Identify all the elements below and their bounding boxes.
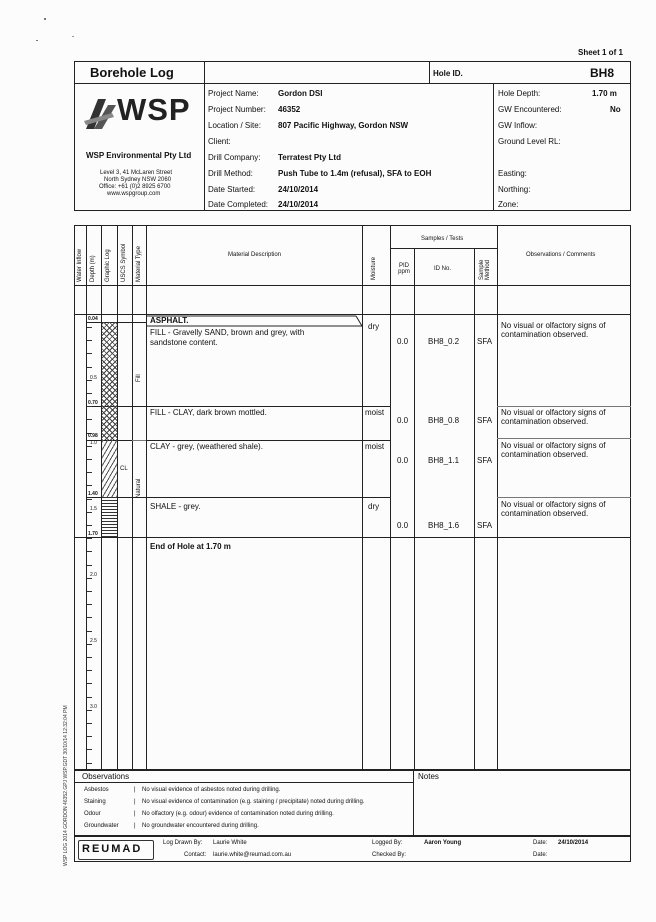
obs-staining-text: No visual evidence of contamination (e.g. staining / precipitate) noted during drilling. <box>142 799 365 805</box>
col-sample-method: Sample Method <box>479 259 491 280</box>
reumad-logo-text: REUMAD <box>82 843 143 855</box>
sample-2-obs-2: contamination observed. <box>501 417 589 426</box>
moisture-clay: moist <box>365 442 385 451</box>
material-type-natural: Natural <box>136 478 142 498</box>
sample-2-pid: 0.0 <box>397 416 409 425</box>
depth-tick <box>87 604 92 605</box>
col-material-description: Material Description <box>228 252 282 258</box>
scan-speck <box>44 18 46 20</box>
depth-tick <box>87 697 92 698</box>
depth-tick <box>87 657 92 658</box>
scan-speck <box>36 40 38 41</box>
sample-1-obs-1: No visual or olfactory signs of <box>501 321 606 330</box>
sample-1-method: SFA <box>477 337 493 346</box>
gw-encountered-label: GW Encountered: <box>498 105 562 114</box>
end-of-hole: End of Hole at 1.70 m <box>150 542 231 551</box>
col-observations: Observations / Comments <box>526 252 596 258</box>
depth-tick <box>87 459 92 460</box>
depth-tick <box>87 710 92 711</box>
depth-scale-2-0: 2.0 <box>90 572 97 578</box>
depth-tick <box>87 749 92 750</box>
depth-tick <box>87 683 92 684</box>
hole-depth-label: Hole Depth: <box>498 89 541 98</box>
company-address-3: Office: +61 (0)2 8925 6700 <box>99 184 171 190</box>
easting-label: Easting: <box>498 169 527 178</box>
graphic-shale <box>102 497 117 537</box>
sample-1-pid: 0.0 <box>397 337 409 346</box>
layer-fill-sand-title: FILL - Gravelly SAND, brown and grey, with <box>150 328 305 337</box>
page-title: Borehole Log <box>90 65 174 80</box>
log-drawn-by-label: Log Drawn By: <box>163 840 203 846</box>
gw-inflow-label: GW Inflow: <box>498 121 538 130</box>
graphic-fill-clay <box>102 406 117 440</box>
northing-label: Northing: <box>498 185 531 194</box>
layer-clay: CLAY - grey, (weathered shale). <box>150 442 263 451</box>
sample-4-obs-1: No visual or olfactory signs of <box>501 500 606 509</box>
drill-company-value: Terratest Pty Ltd <box>278 153 341 162</box>
depth-tick <box>87 472 92 473</box>
obs-groundwater-text: No groundwater encountered during drilling. <box>142 823 259 829</box>
sample-2-id: BH8_0.8 <box>428 416 460 425</box>
depth-scale-2-5: 2.5 <box>90 638 97 644</box>
col-water-inflow: Water Inflow <box>77 248 83 282</box>
depth-tick <box>87 367 92 368</box>
depth-boundary-1: 0.04 <box>88 316 98 322</box>
company-address-4: www.wspgroup.com <box>107 191 161 197</box>
sample-3-obs-1: No visual or olfactory signs of <box>501 441 606 450</box>
obs-asbestos-text: No visual evidence of asbestos noted during drilling. <box>142 787 281 793</box>
col-depth: Depth (m) <box>90 255 96 282</box>
obs-groundwater-label: Groundwater <box>84 823 119 829</box>
moisture-fill-clay: moist <box>365 408 385 417</box>
sample-3-method: SFA <box>477 456 493 465</box>
depth-tick <box>87 736 92 737</box>
sample-4-pid: 0.0 <box>397 521 409 530</box>
company-address-2: North Sydney NSW 2060 <box>104 177 172 183</box>
depth-tick <box>87 591 92 592</box>
depth-tick <box>87 393 92 394</box>
depth-tick <box>87 763 92 764</box>
col-uscs-symbol: USCS Symbol <box>121 243 127 282</box>
project-number-value: 46352 <box>278 105 301 114</box>
depth-tick <box>87 617 92 618</box>
depth-scale-1-0: 1.0 <box>90 440 97 446</box>
depth-tick <box>87 499 92 500</box>
depth-scale-1-5: 1.5 <box>90 506 97 512</box>
hole-id: BH8 <box>590 66 615 80</box>
company-address-1: Level 3, 41 McLaren Street <box>100 170 173 176</box>
date-started-label: Date Started: <box>208 185 256 194</box>
col-moisture: Moisture <box>371 256 377 280</box>
sample-3-id: BH8_1.1 <box>428 456 460 465</box>
depth-tick <box>87 644 92 645</box>
sample-2-obs-1: No visual or olfactory signs of <box>501 408 606 417</box>
depth-tick <box>87 340 92 341</box>
scan-speck <box>72 36 74 37</box>
depth-tick <box>87 353 92 354</box>
contact-value: laurie.white@reumad.com.au <box>213 852 292 858</box>
depth-boundary-4: 1.40 <box>88 491 98 497</box>
depth-boundary-3: 0.98 <box>88 433 98 439</box>
notes-title: Notes <box>418 772 439 781</box>
sample-4-obs-2: contamination observed. <box>501 509 589 518</box>
layer-asphalt: ASPHALT. <box>150 316 189 325</box>
project-name-label: Project Name: <box>208 89 259 98</box>
client-label: Client: <box>208 137 231 146</box>
obs-odour-text: No olfactory (e.g. odour) evidence of contamination noted during drilling. <box>142 811 334 817</box>
moisture-shale: dry <box>368 502 380 511</box>
project-number-label: Project Number: <box>208 105 266 114</box>
footer-box <box>74 836 631 862</box>
side-file-info: WSP LOG 2014 GORDON 46352.GPJ WSP.GDT 30/10/14 12:32:04 PM <box>63 705 69 866</box>
obs-asbestos-label: Asbestos <box>84 787 109 793</box>
depth-tick <box>87 551 92 552</box>
obs-staining-label: Staining <box>84 799 106 805</box>
depth-tick <box>87 670 92 671</box>
ground-level-label: Ground Level RL: <box>498 137 561 146</box>
depth-boundary-2: 0.70 <box>88 400 98 406</box>
depth-tick <box>87 446 92 447</box>
material-type-fill: Fill <box>136 374 142 382</box>
depth-tick <box>87 406 92 407</box>
depth-scale-3-0: 3.0 <box>90 704 97 710</box>
wsp-logo-icon <box>82 95 120 131</box>
location-value: 807 Pacific Highway, Gordon NSW <box>278 121 409 130</box>
obs-odour-label: Odour <box>84 811 101 817</box>
depth-tick <box>87 565 92 566</box>
checked-by-label: Checked By: <box>372 852 407 858</box>
sample-1-id: BH8_0.2 <box>428 337 460 346</box>
sample-4-method: SFA <box>477 521 493 530</box>
uscs-cl: CL <box>120 466 128 472</box>
sheet-number: Sheet 1 of 1 <box>578 48 623 57</box>
graphic-clay <box>102 440 117 497</box>
sample-3-pid: 0.0 <box>397 456 409 465</box>
sample-4-id: BH8_1.6 <box>428 521 460 530</box>
date-label: Date: <box>533 840 548 846</box>
company-name: WSP Environmental Pty Ltd <box>86 151 192 160</box>
depth-tick <box>87 723 92 724</box>
col-samples-tests: Samples / Tests <box>421 236 464 242</box>
graphic-fill-sand <box>102 322 117 406</box>
col-graphic-log: Graphic Log <box>105 249 111 282</box>
location-label: Location / Site: <box>208 121 261 130</box>
zone-label: Zone: <box>498 200 519 209</box>
depth-scale-0-5: 0.5 <box>90 375 97 381</box>
logged-by-value: Aaron Young <box>424 840 462 846</box>
project-name-value: Gordon DSI <box>278 89 323 98</box>
date-completed-label: Date Completed: <box>208 200 269 209</box>
date-value: 24/10/2014 <box>558 840 589 846</box>
gw-encountered-value: No <box>610 105 621 114</box>
depth-tick <box>87 525 92 526</box>
depth-tick <box>87 419 92 420</box>
depth-tick <box>87 631 92 632</box>
hole-depth-value: 1.70 m <box>592 89 617 98</box>
wsp-logo-text: WSP <box>117 92 191 127</box>
layer-shale: SHALE - grey. <box>150 502 201 511</box>
col-material-type: Material Type <box>136 246 142 282</box>
depth-tick <box>87 538 92 539</box>
depth-tick <box>87 578 92 579</box>
drill-company-label: Drill Company: <box>208 153 261 162</box>
date-started-value: 24/10/2014 <box>278 185 319 194</box>
observations-title: Observations <box>82 772 130 781</box>
depth-tick <box>87 512 92 513</box>
sample-2-method: SFA <box>477 416 493 425</box>
layer-fill-sand-desc: sandstone content. <box>150 338 218 347</box>
col-id-no: ID No. <box>434 266 452 272</box>
col-pid: PID ppm <box>398 263 410 275</box>
drill-method-value: Push Tube to 1.4m (refusal), SFA to EOH <box>278 169 432 178</box>
reumad-logo <box>78 840 154 860</box>
logged-by-label: Logged By: <box>372 840 403 846</box>
date2-label: Date: <box>533 852 548 858</box>
hole-id-label: Hole ID. <box>433 69 463 78</box>
sample-3-obs-2: contamination observed. <box>501 450 589 459</box>
sample-1-obs-2: contamination observed. <box>501 330 589 339</box>
drill-method-label: Drill Method: <box>208 169 253 178</box>
date-completed-value: 24/10/2014 <box>278 200 319 209</box>
contact-label: Contact: <box>184 852 207 858</box>
depth-tick <box>87 485 92 486</box>
log-drawn-by-value: Laurie White <box>213 840 247 846</box>
moisture-fill-sand: dry <box>368 322 380 331</box>
depth-tick <box>87 327 92 328</box>
depth-boundary-5: 1.70 <box>88 531 98 537</box>
layer-fill-clay: FILL - CLAY, dark brown mottled. <box>150 408 267 417</box>
